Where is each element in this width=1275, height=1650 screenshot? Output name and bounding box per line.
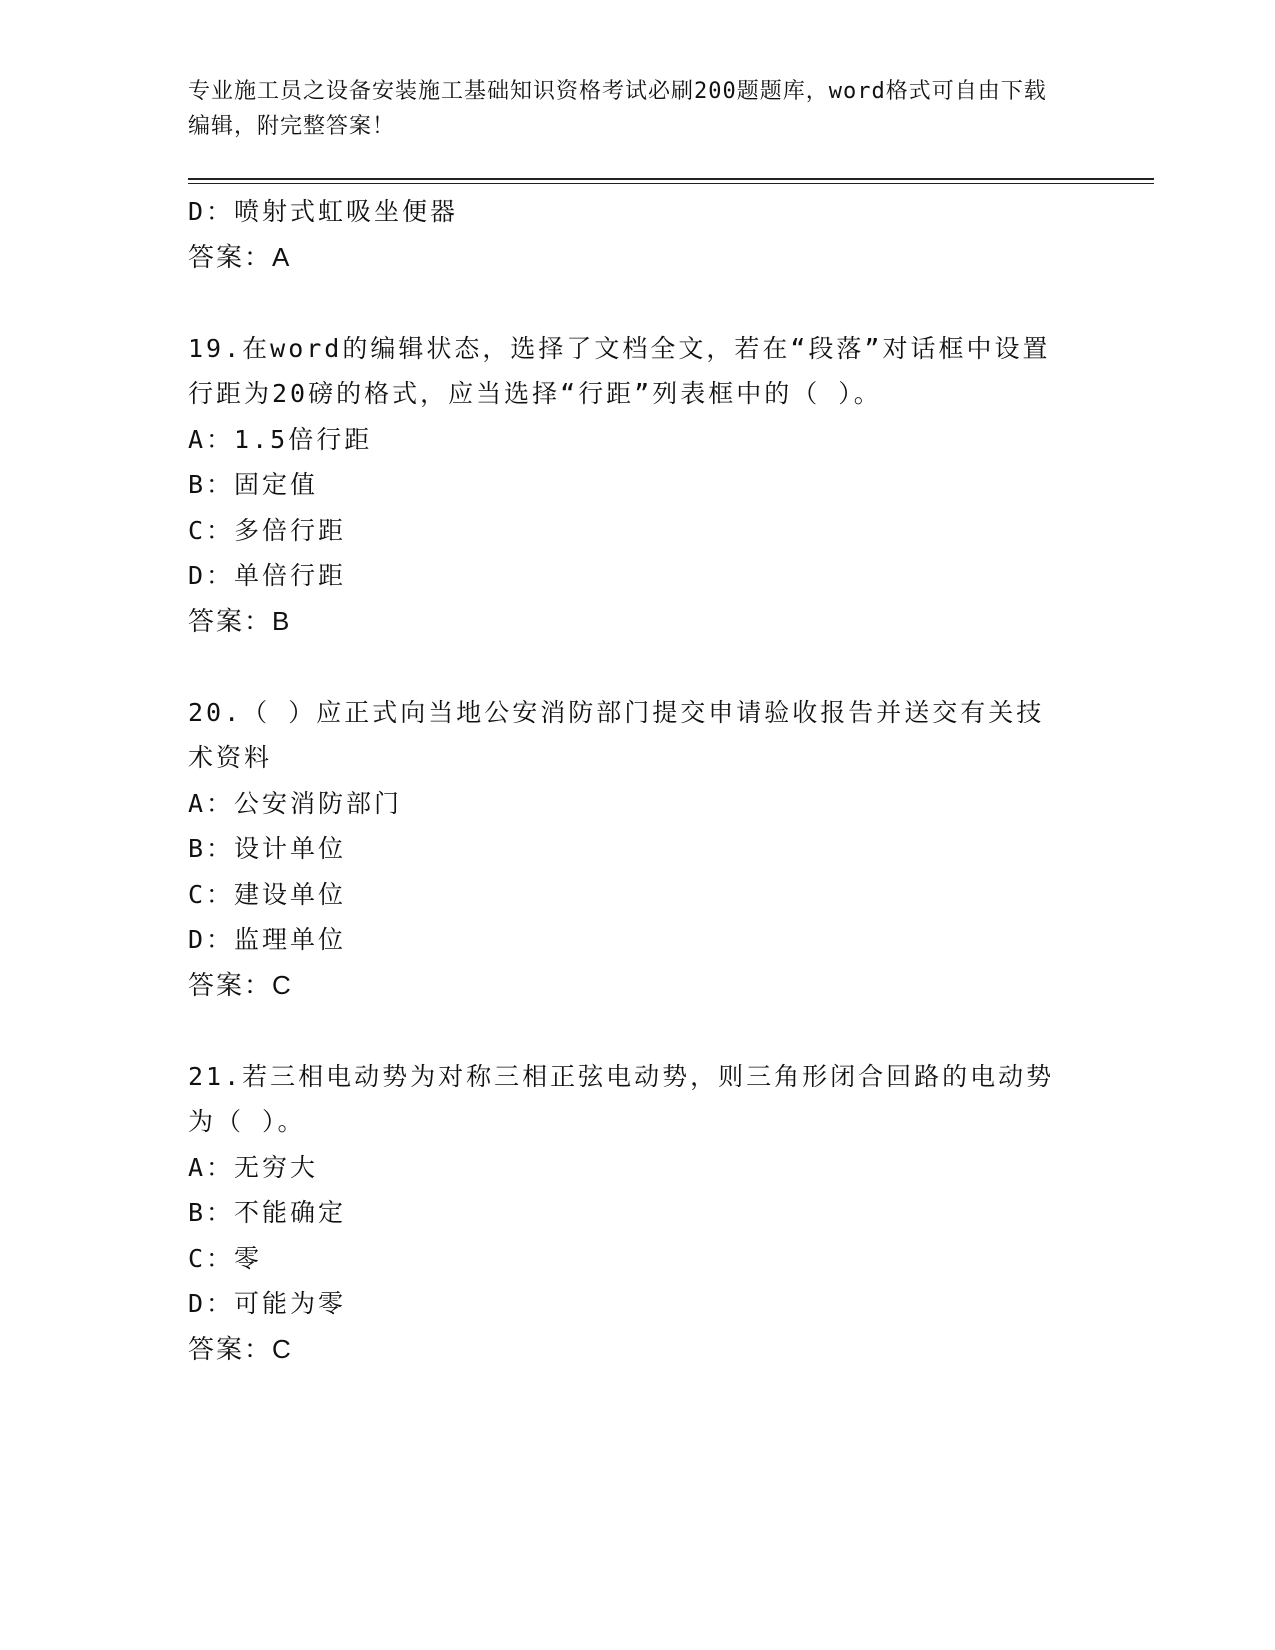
- question-answer: 答案：C: [188, 969, 293, 1000]
- option-d: D：监理单位: [188, 925, 347, 954]
- document-body: [188, 189, 1088, 1372]
- carryover-option-d: D：喷射式虹吸坐便器: [188, 197, 459, 226]
- question-stem: 19.在word的编辑状态，选择了文档全文，若在“段落”对话框中设置行距为20磅的格式，应当选择“行距”列表框中的（ ）。: [188, 333, 1051, 408]
- option-c: C：建设单位: [188, 879, 347, 909]
- carryover-answer: 答案：A: [188, 241, 292, 272]
- question-stem: 20.（ ）应正式向当地公安消防部门提交申请验收报告并送交有关技术资料: [188, 697, 1045, 772]
- header-rule-thick: [188, 178, 1154, 180]
- question-answer: 答案：C: [188, 1333, 293, 1364]
- option-d: D：单倍行距: [188, 561, 347, 590]
- question-19: [188, 326, 1088, 645]
- question-21: [188, 1054, 1088, 1373]
- option-a: A：1.5倍行距: [188, 424, 373, 454]
- option-d: D：可能为零: [188, 1289, 347, 1318]
- option-a: A：无穷大: [188, 1152, 319, 1182]
- question-stem: 21.若三相电动势为对称三相正弦电动势，则三角形闭合回路的电动势为（ ）。: [188, 1061, 1055, 1136]
- option-c: C：零: [188, 1243, 263, 1273]
- option-a: A：公安消防部门: [188, 788, 403, 818]
- page-header: 专业施工员之设备安装施工基础知识资格考试必刷200题题库，word格式可自由下载编辑，附完整答案！: [188, 79, 1047, 139]
- option-b: B：不能确定: [188, 1198, 347, 1227]
- option-b: B：设计单位: [188, 834, 347, 863]
- question-20: [188, 690, 1088, 1009]
- option-b: B：固定值: [188, 470, 319, 499]
- option-c: C：多倍行距: [188, 515, 347, 545]
- question-answer: 答案：B: [188, 605, 292, 636]
- header-rule-thin: [188, 183, 1154, 184]
